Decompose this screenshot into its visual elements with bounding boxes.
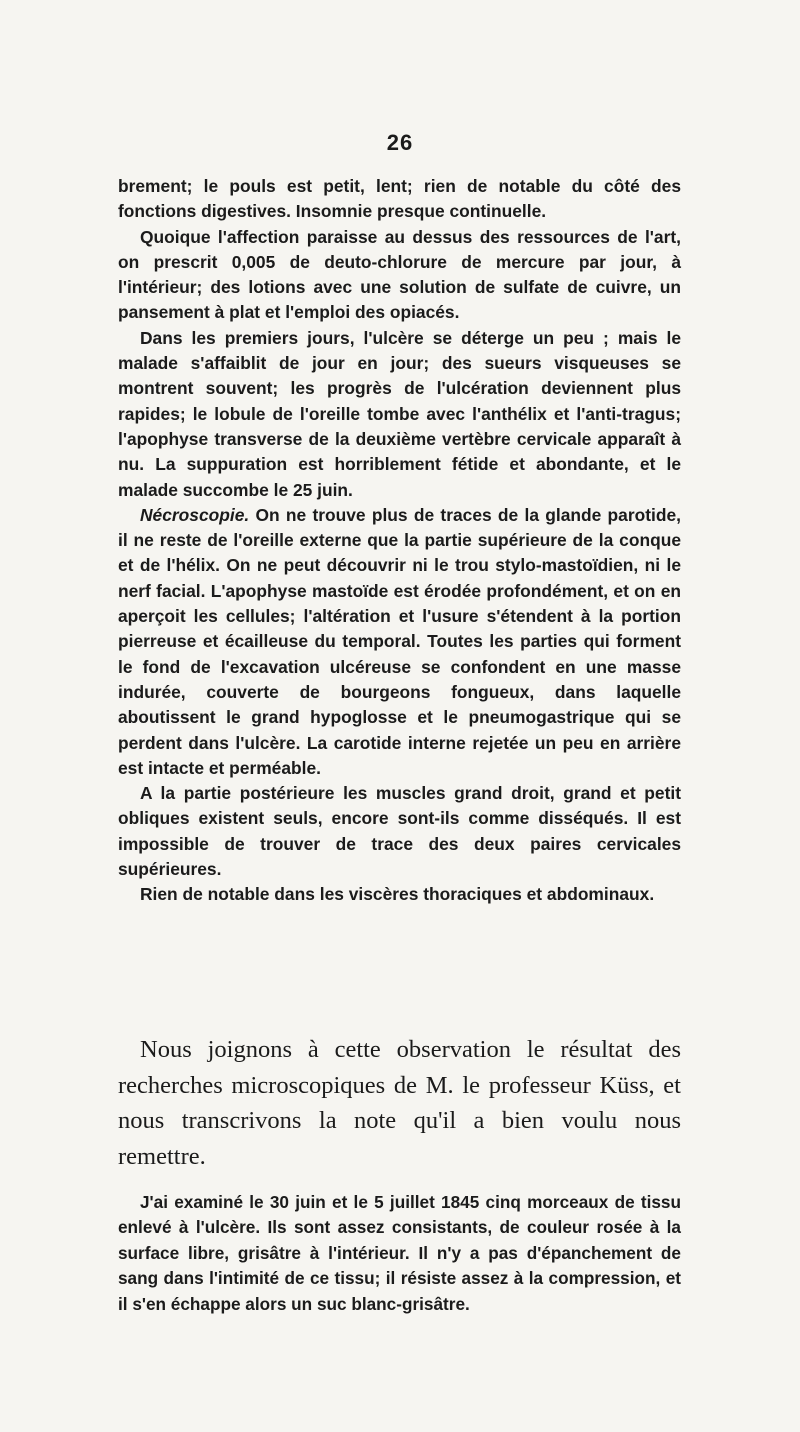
main-text: [118, 174, 681, 908]
microscopy-report: [118, 1190, 681, 1317]
paragraph-muscles: A la partie postérieure les muscles grand droit, grand et petit obliques existent seuls, encore sont-ils comme disséqués. Il est impossible de trouver de trace des deux paires cervicales supérieures.: [118, 783, 681, 880]
paragraph-necroscopy: [118, 503, 681, 781]
paragraph-continuation: brement; le pouls est petit, lent; rien de notable du côté des fonctions digestives. Insomnie presque continuelle.: [118, 176, 681, 222]
paragraph-treatment: Quoique l'affection paraisse au dessus des ressources de l'art, on prescrit 0,005 de deuto-chlorure de mercure par jour, à l'intérieur; des lotions avec une solution de sulfate de cuivre, un pansement à plat et l'emploi des opiacés.: [118, 226, 681, 323]
note-paragraph: Nous joignons à cette observation le résultat des recherches microscopiques de M. le professeur Küss, et nous transcrivons la note qu'il a bien voulu nous remettre.: [118, 1036, 681, 1170]
paragraph-viscera: Rien de notable dans les viscères thoraciques et abdominaux.: [140, 884, 655, 905]
page-number: 26: [386, 130, 414, 155]
necroscopy-label: Nécroscopie.: [140, 504, 250, 525]
necroscopy-text: On ne trouve plus de traces de la glande parotide, il ne reste de l'oreille externe que la partie supérieure de la conque et de l'hélix. On ne peut découvrir ni le trou stylo-mastoïdien, ni le nerf facial. L'apophyse mastoïde est érodée profondément, et on en aperçoit les cellules; l'altération et l'usure s'étendent à la portion pierreuse et écailleuse du temporal. Toutes les parties qui forment le fond de l'excavation ulcéreuse se confondent en une masse indurée, couverte de bourgeons fongueux, dans laquelle aboutissent le grand hypoglosse et le pneumogastrique qui se perdent dans l'ulcère. La carotide interne rejetée un peu en arrière est intacte et perméable.: [118, 504, 681, 778]
report-paragraph: J'ai examiné le 30 juin et le 5 juillet 1845 cinq morceaux de tissu enlevé à l'ulcère. Ils sont assez consistants, de couleur rosée à la surface libre, grisâtre à l'intérieur. Il n'y a pas d'épanchement de sang dans l'intimité de ce tissu; il résiste assez à la compression, et il s'en échappe alors un suc blanc-grisâtre.: [118, 1192, 681, 1314]
note-intro: [118, 1032, 681, 1174]
paragraph-progression: Dans les premiers jours, l'ulcère se déterge un peu ; mais le malade s'affaiblit de jour en jour; des sueurs visqueuses se montrent souvent; les progrès de l'ulcération deviennent plus rapides; le lobule de l'oreille tombe avec l'anthélix et l'anti-tragus; l'apophyse transverse de la deuxième vertèbre cervicale apparaît à nu. La suppuration est horriblement fétide et abondante, et le malade succombe le 25 juin.: [118, 327, 681, 500]
